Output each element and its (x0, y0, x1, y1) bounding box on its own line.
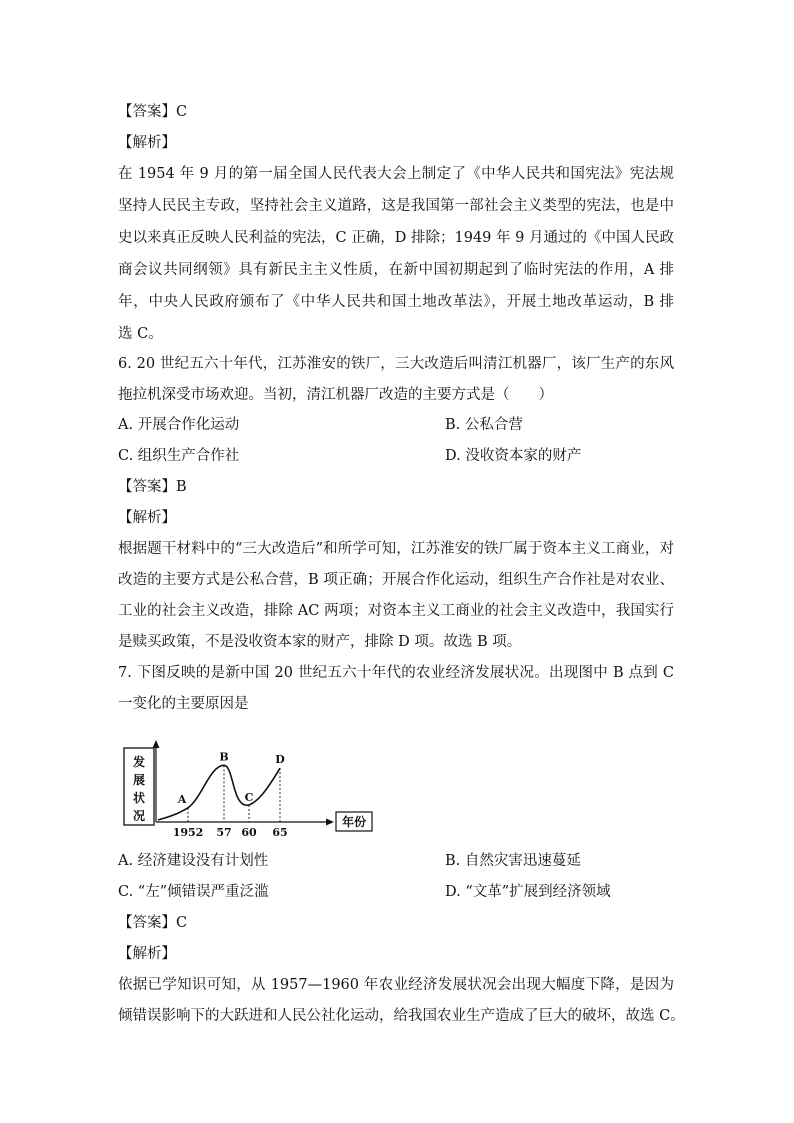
q7-option-c: C. “左”倾错误严重泛滥 (118, 884, 269, 900)
point-label-a: A (177, 792, 187, 806)
q6-analysis-line: 工业的社会主义改造，排除 AC 两项；对资本主义工商业的社会主义改造中，我国实行 (118, 603, 674, 619)
q7-option-d: D. “文革”扩展到经济领域 (445, 884, 611, 900)
q7-stem: 一变化的主要原因是 (118, 696, 249, 712)
q5-analysis-label: 【解析】 (118, 135, 176, 151)
q6-option-d: D. 没收资本家的财产 (445, 448, 582, 464)
y-label-char: 发 (132, 755, 146, 769)
development-curve (158, 765, 280, 820)
q7-option-a: A. 经济建设没有计划性 (118, 853, 269, 869)
q6-analysis-line: 改造的主要方式是公私合营，B 项正确；开展合作化运动，组织生产合作社是对农业、 (118, 572, 674, 588)
y-label-char: 况 (132, 809, 146, 823)
x-tick-label: 65 (272, 826, 288, 838)
q5-analysis-line: 商会议共同纲领》具有新民主主义性质，在新中国初期起到了临时宪法的作用，A 排 (118, 262, 674, 278)
y-label-char: 展 (132, 773, 146, 787)
q5-analysis-line: 年，中央人民政府颁布了《中华人民共和国土地改革法》，开展土地改革运动，B 排 (118, 294, 674, 310)
q6-option-b: B. 公私合营 (445, 417, 523, 433)
x-tick-label: 60 (241, 826, 257, 838)
point-label-b: B (219, 750, 229, 764)
point-label-d: D (275, 753, 285, 767)
q7-answer: 【答案】C (118, 915, 188, 931)
q5-analysis-line: 坚持人民民主专政，坚持社会主义道路，这是我国第一部社会主义类型的宪法，也是中 (118, 198, 674, 214)
q6-stem: 拖拉机深受市场欢迎。当初，清江机器厂改造的主要方式是（ ） (118, 387, 553, 403)
q6-analysis-line: 根据题干材料中的“三大改造后”和所学可知，江苏淮安的铁厂属于资本主义工商业，对 (118, 541, 674, 557)
q5-answer: 【答案】C (118, 104, 188, 120)
development-chart (118, 738, 388, 838)
q6-analysis-line: 是赎买政策，不是没收资本家的财产，排除 D 项。故选 B 项。 (118, 634, 522, 650)
x-tick-label: 57 (216, 826, 232, 838)
q6-analysis-label: 【解析】 (118, 510, 176, 526)
q6-answer: 【答案】B (118, 479, 187, 495)
q6-stem: 6. 20 世纪五六十年代，江苏淮安的铁厂，三大改造后叫清江机器厂，该厂生产的东风 (118, 356, 674, 372)
y-axis-arrow (153, 740, 160, 748)
q5-analysis-line: 选 C。 (118, 326, 163, 342)
x-axis-arrow (326, 819, 334, 826)
q7-analysis-line: 依据已学知识可知，从 1957—1960 年农业经济发展状况会出现大幅度下降，是因为 (118, 977, 674, 993)
x-tick-label: 1952 (172, 826, 204, 838)
y-label-char: 状 (132, 791, 146, 805)
q6-option-c: C. 组织生产合作社 (118, 448, 240, 464)
x-label: 年份 (341, 815, 367, 829)
q7-analysis-label: 【解析】 (118, 946, 176, 962)
q5-analysis-line: 史以来真正反映人民利益的宪法，C 正确，D 排除；1949 年 9 月通过的《中国人民政 (118, 230, 674, 246)
q5-analysis-line: 在 1954 年 9 月的第一届全国人民代表大会上制定了《中华人民共和国宪法》宪法规 (118, 166, 674, 182)
q7-analysis-line: 倾错误影响下的大跃进和人民公社化运动，给我国农业生产造成了巨大的破坏，故选 C。 (118, 1008, 685, 1024)
q7-option-b: B. 自然灾害迅速蔓延 (445, 853, 581, 869)
q6-option-a: A. 开展合作化运动 (118, 417, 240, 433)
q7-stem: 7. 下图反映的是新中国 20 世纪五六十年代的农业经济发展状况。出现图中 B 点到 C (118, 665, 674, 681)
point-label-c: C (244, 791, 254, 804)
